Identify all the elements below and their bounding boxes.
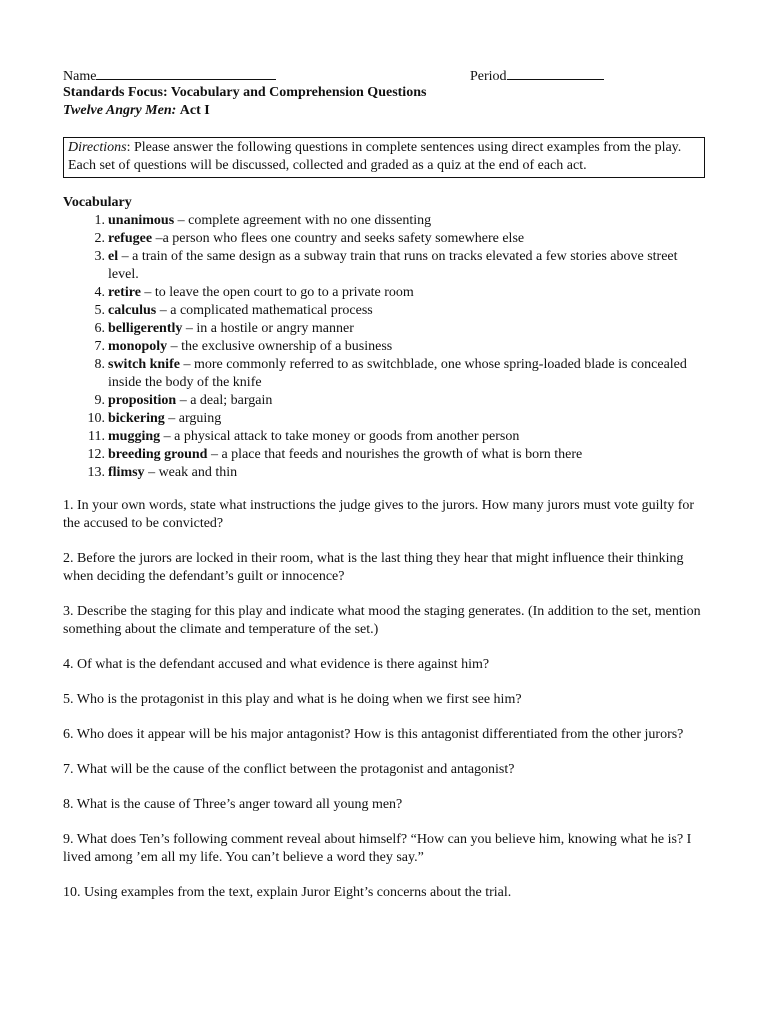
vocabulary-item	[63, 320, 703, 338]
vocabulary-item	[63, 248, 703, 284]
period-blank	[507, 66, 604, 80]
vocabulary-item	[63, 428, 703, 446]
period-label: Period	[470, 69, 507, 84]
vocabulary-number: 6.	[94, 321, 105, 336]
comprehension-question: 1. In your own words, state what instructions the judge gives to the jurors. How many jurors must vote guilty for the accused to be convicted?	[63, 498, 695, 531]
vocabulary-item	[63, 446, 703, 464]
vocabulary-number: 5.	[94, 303, 105, 318]
vocabulary-item	[63, 410, 703, 428]
comprehension-question: 5. Who is the protagonist in this play and what is he doing when we first see him?	[63, 692, 522, 707]
comprehension-question: 10. Using examples from the text, explain Juror Eight’s concerns about the trial.	[63, 885, 512, 900]
vocabulary-term: unanimous	[108, 213, 175, 228]
directions-box	[63, 137, 705, 178]
vocabulary-term: belligerently	[108, 321, 183, 336]
vocabulary-definition: – complete agreement with no one dissenting	[174, 213, 432, 228]
comprehension-question: 7. What will be the cause of the conflict between the protagonist and antagonist?	[63, 762, 515, 777]
vocabulary-term: breeding ground	[108, 447, 208, 462]
vocabulary-term: proposition	[108, 393, 177, 408]
name-blank	[96, 66, 276, 80]
vocabulary-definition: – a physical attack to take money or goods from another person	[160, 429, 520, 444]
header-line	[63, 66, 683, 84]
vocabulary-definition: – weak and thin	[144, 465, 238, 480]
vocabulary-definition: – arguing	[164, 411, 222, 426]
work-title: Twelve Angry Men:	[63, 103, 177, 118]
vocabulary-definition: – a complicated mathematical process	[156, 303, 373, 318]
vocabulary-heading: Vocabulary	[63, 195, 132, 210]
vocabulary-item	[63, 392, 703, 410]
worksheet-title: Standards Focus: Vocabulary and Comprehension Questions	[63, 85, 427, 100]
vocabulary-term: refugee	[108, 231, 153, 246]
vocabulary-definition: – to leave the open court to go to a private room	[140, 285, 414, 300]
comprehension-question: 9. What does Ten’s following comment reveal about himself? “How can you believe him, knowing what he is? I lived among ’em all my life. You can’t believe a word they say.”	[63, 832, 692, 865]
vocabulary-number: 3.	[94, 249, 105, 264]
vocabulary-number: 8.	[94, 357, 105, 372]
vocabulary-number: 7.	[94, 339, 105, 354]
comprehension-question: 8. What is the cause of Three’s anger toward all young men?	[63, 797, 403, 812]
act-label: Act I	[179, 103, 210, 118]
vocabulary-definition: – a train of the same design as a subway train that runs on tracks elevated a few stories above street level.	[108, 249, 678, 282]
question-list	[63, 497, 703, 919]
vocabulary-definition: – in a hostile or angry manner	[182, 321, 354, 336]
vocabulary-definition: – the exclusive ownership of a business	[167, 339, 393, 354]
name-label: Name	[63, 69, 97, 84]
directions-text: : Please answer the following questions in complete sentences using direct examples from the play. Each set of questions will be discussed, collected and graded as a quiz at the end of each act.	[68, 140, 682, 173]
vocabulary-term: bickering	[108, 411, 165, 426]
vocabulary-definition: – a deal; bargain	[176, 393, 273, 408]
vocabulary-item	[63, 356, 703, 392]
vocabulary-item	[63, 338, 703, 356]
vocabulary-number: 12.	[87, 447, 105, 462]
vocabulary-item	[63, 302, 703, 320]
comprehension-question: 2. Before the jurors are locked in their room, what is the last thing they hear that might influence their thinking when deciding the defendant’s guilt or innocence?	[63, 551, 684, 584]
vocabulary-number: 4.	[94, 285, 105, 300]
comprehension-question: 3. Describe the staging for this play and indicate what mood the staging generates. (In addition to the set, mention something about the climate and temperature of the set.)	[63, 604, 701, 637]
vocabulary-definition: – more commonly referred to as switchblade, one whose spring-loaded blade is concealed inside the body of the knife	[108, 357, 687, 390]
vocabulary-number: 10.	[87, 411, 105, 426]
vocabulary-number: 11.	[88, 429, 105, 444]
comprehension-question: 6. Who does it appear will be his major antagonist? How is this antagonist differentiated from the other jurors?	[63, 727, 684, 742]
vocabulary-term: flimsy	[108, 465, 145, 480]
vocabulary-item	[63, 212, 703, 230]
vocabulary-number: 13.	[87, 465, 105, 480]
name-field	[63, 66, 276, 86]
vocabulary-term: retire	[108, 285, 141, 300]
vocabulary-number: 1.	[94, 213, 105, 228]
period-field	[470, 66, 604, 86]
vocabulary-item	[63, 284, 703, 302]
vocabulary-term: switch knife	[108, 357, 180, 372]
directions-label: Directions	[68, 140, 127, 155]
vocabulary-list	[63, 212, 703, 482]
vocabulary-term: el	[108, 249, 119, 264]
vocabulary-term: mugging	[108, 429, 161, 444]
comprehension-question: 4. Of what is the defendant accused and what evidence is there against him?	[63, 657, 490, 672]
worksheet-subtitle	[63, 102, 210, 120]
vocabulary-number: 2.	[94, 231, 105, 246]
vocabulary-term: monopoly	[108, 339, 168, 354]
vocabulary-definition: –a person who flees one country and seeks safety somewhere else	[152, 231, 525, 246]
vocabulary-number: 9.	[94, 393, 105, 408]
vocabulary-item	[63, 230, 703, 248]
vocabulary-definition: – a place that feeds and nourishes the growth of what is born there	[207, 447, 583, 462]
vocabulary-item	[63, 464, 703, 482]
vocabulary-term: calculus	[108, 303, 157, 318]
